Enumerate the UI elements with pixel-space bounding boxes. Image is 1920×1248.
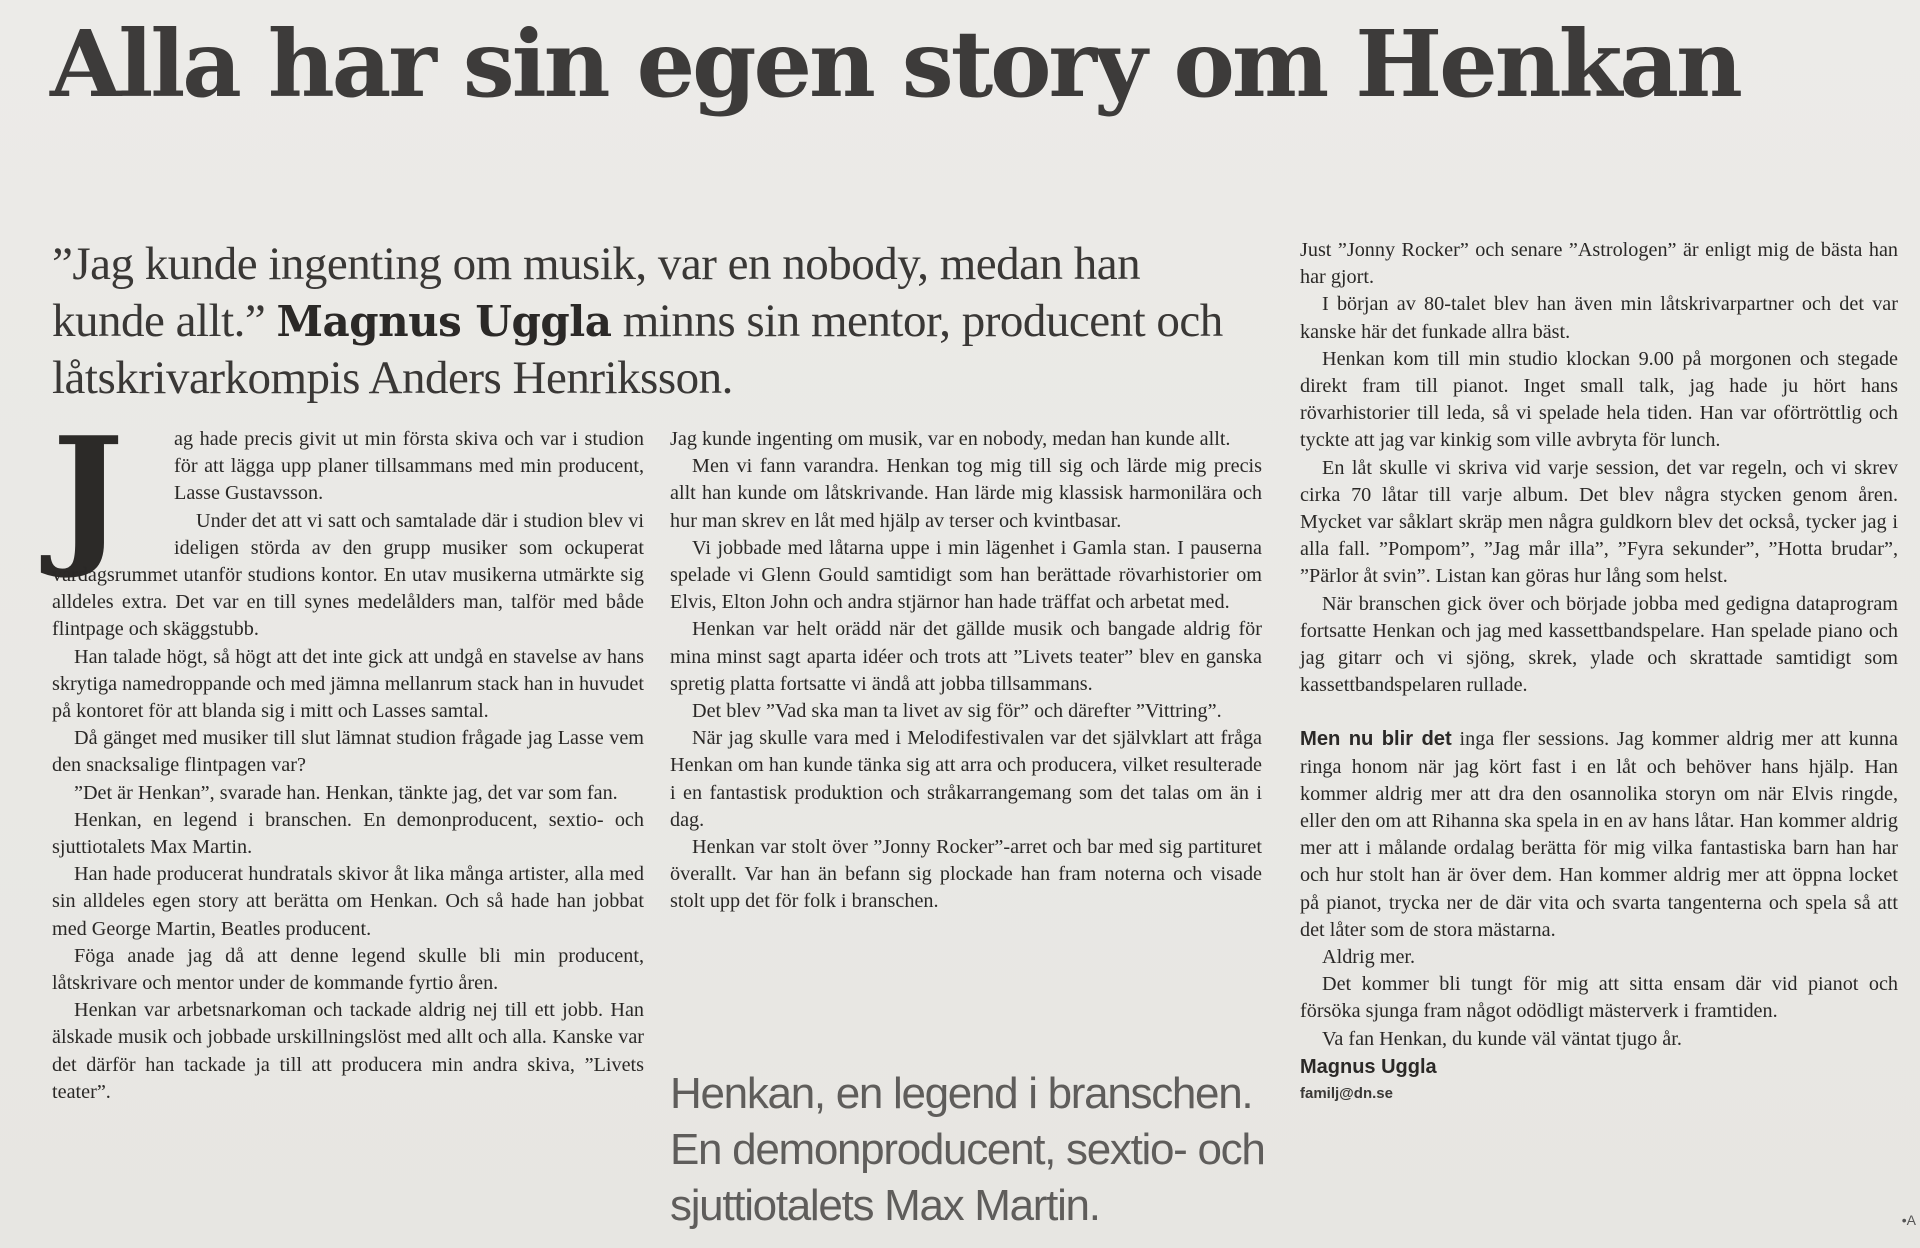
section-break xyxy=(1300,699,1898,726)
dek-author-name: Magnus Uggla xyxy=(276,297,612,346)
paragraph: I början av 80-talet blev han även min låtskrivarpartner och det var kanske här det funkade allra bäst. xyxy=(1300,293,1898,343)
page-mark: •A xyxy=(1901,1212,1916,1228)
paragraph: Henkan, en legend i branschen. En demonproducent, sextio- och sjuttiotalets Max Martin. xyxy=(52,808,644,859)
dek-quote: ”Jag kunde ingenting om musik, var en nobody, medan han kunde allt.” xyxy=(52,238,1141,347)
article-column-3 xyxy=(1300,237,1898,1107)
paragraph: Henkan kom till min studio klockan 9.00 på morgonen och stegade direkt fram till pianot. Inget small talk, jag hade ju hört hans rövarhistorier till leda, så vi spelade hela tiden. Han var oförtröttlig och tyckte att jag var kinkig som ville avbryta för lunch. xyxy=(1300,347,1898,452)
paragraph: Föga anade jag då att denne legend skulle bli min producent, låtskrivare och mentor under de kommande fyrtio åren. xyxy=(52,944,644,995)
paragraph: Aldrig mer. xyxy=(1322,946,1416,969)
paragraph: När jag skulle vara med i Melodifestivalen var det självklart att fråga Henkan om han kunde tänka sig att arra och producera, vilket resulterade i en fantastisk produktion och stråkarrangemang som det talas om än i dag. xyxy=(670,727,1262,831)
paragraph: Han talade högt, så högt att det inte gick att undgå en stavelse av hans skrytiga namedroppande och med jämna mellanrum stack han in huvudet på kontoret för att blanda sig i mitt och Lasses samtal. xyxy=(52,645,644,723)
paragraph: Vi jobbade med låtarna uppe i min lägenhet i Gamla stan. I pauserna spelade vi Glenn Gould samtidigt som han berättade rövarhistorier om Elvis, Elton John och andra stjärnor han hade träffat och arbetat med. xyxy=(670,536,1262,614)
paragraph: En låt skulle vi skriva vid varje session, det var regeln, och vi skrev cirka 70 låtar till varje album. Det blev några stycken genom åren. Mycket var såklart skräp men några guldkorn blev det också, tycker jag i alla fall. ”Pompom”, ”Jag mår illa”, ”Fyra sekunder”, ”Hotta brudar”, ”Pärlor åt svin”. Listan kan göras hur lång som helst. xyxy=(1300,456,1898,588)
pull-quote: Henkan, en legend i branschen. En demonproducent, sextio- och sjuttiotalets Max Martin. xyxy=(670,1069,1265,1230)
paragraph: Under det att vi satt och samtalade där i studion blev vi ideligen störda av den grupp musiker som ockuperat vardagsrummet utanför studions kontor. En utav musikerna utmärkte sig alldeles extra. Det var en till synes medelålders man, talför med både flintpage och skäggstubb. xyxy=(52,509,644,641)
paragraph: Henkan var arbetsnarkoman och tackade aldrig nej till ett jobb. Han älskade musik och jobbade urskillningslöst med allt och alla. Kanske var det därför han tackade ja till att producera min andra skiva, ”Livets teater”. xyxy=(52,999,644,1103)
dek xyxy=(52,236,1252,407)
paragraph: Då gänget med musiker till slut lämnat studion frågade jag Lasse vem den snacksalige flintpagen var? xyxy=(52,727,644,777)
paragraph: Henkan var helt orädd när det gällde musik och bangade aldrig för mina minst sagt aparta idéer och trots att ”Livets teater” blev en ganska spretig platta fortsatte vi ändå att jobba tillsammans. xyxy=(670,618,1262,695)
paragraph: Men nu blir det inga fler sessions. Jag kommer aldrig mer att kunna ringa honom när jag kört fast i en låt och behöver hans hjälp. Han kommer aldrig mer att dra den osannolika storyn om när Elvis ringde, eller den om att Rihanna ska spela in en av hans låtar. Han kommer aldrig mer att i målande ordalag berätta för mig vilka fantastiska barn han har och hur stolt han är över dem. Han kommer aldrig mer att öppna locket på pianot, trycka ner de där vita och svarta tangenterna och spela så att det låter som de stora mästarna. xyxy=(1300,728,1898,941)
paragraph: Han hade producerat hundratals skivor åt lika många artister, alla med sin alldeles egen story att berätta om Henkan. Och så hade han jobbat med George Martin, Beatles producent. xyxy=(52,863,644,940)
headline: Alla har sin egen story om Henkan xyxy=(50,10,1740,118)
paragraph: Men vi fann varandra. Henkan tog mig till sig och lärde mig precis allt han kunde om låtskrivande. Han lärde mig klassisk harmonilära och hur man skrev en låt med hjälp av terser och kvintbasar. xyxy=(670,455,1262,532)
paragraph: Det kommer bli tungt för mig att sitta ensam där vid pianot och försöka sjunga fram något odödligt mästerverk i framtiden. xyxy=(1300,973,1898,1023)
paragraph: Det blev ”Vad ska man ta livet av sig för” och därefter ”Vittring”. xyxy=(692,700,1222,723)
paragraph: Jag kunde ingenting om musik, var en nobody, medan han kunde allt. xyxy=(670,428,1231,450)
paragraph: Henkan var stolt över ”Jonny Rocker”-arret och bar med sig partituret överallt. Var han än befann sig plockade han fram noterna och visade stolt upp det för folk i branschen. xyxy=(670,836,1262,913)
paragraph: Just ”Jonny Rocker” och senare ”Astrologen” är enligt mig de bästa han har gjort. xyxy=(1300,239,1898,289)
paragraph: Va fan Henkan, du kunde väl väntat tjugo år. xyxy=(1322,1027,1682,1050)
article-column-2 xyxy=(670,426,1262,916)
drop-cap: J xyxy=(52,403,124,582)
author-email: familj@dn.se xyxy=(1300,1084,1393,1102)
author-signature: Magnus Uggla xyxy=(1300,1055,1437,1078)
dek-rest: minns sin mentor, producent och låtskrivarkompis Anders Henriksson. xyxy=(52,295,1223,404)
paragraph: ”Det är Henkan”, svarade han. Henkan, tänkte jag, det var som fan. xyxy=(74,781,618,804)
paragraph: J ag hade precis givit ut min första skiva och var i studion för att lägga upp planer tillsammans med min producent, Lasse Gustavsson. xyxy=(52,403,644,582)
run-in-heading: Men nu blir det xyxy=(1300,728,1452,751)
paragraph: När branschen gick över och började jobba med gedigna dataprogram fortsatte Henkan och jag med kassettbandspelare. Han spelade piano och jag gitarr och vi sjöng, skrek, ylade och skrattade samtidigt som kassettbandspelaren rullade. xyxy=(1300,592,1898,697)
article-column-1 xyxy=(52,403,644,1106)
